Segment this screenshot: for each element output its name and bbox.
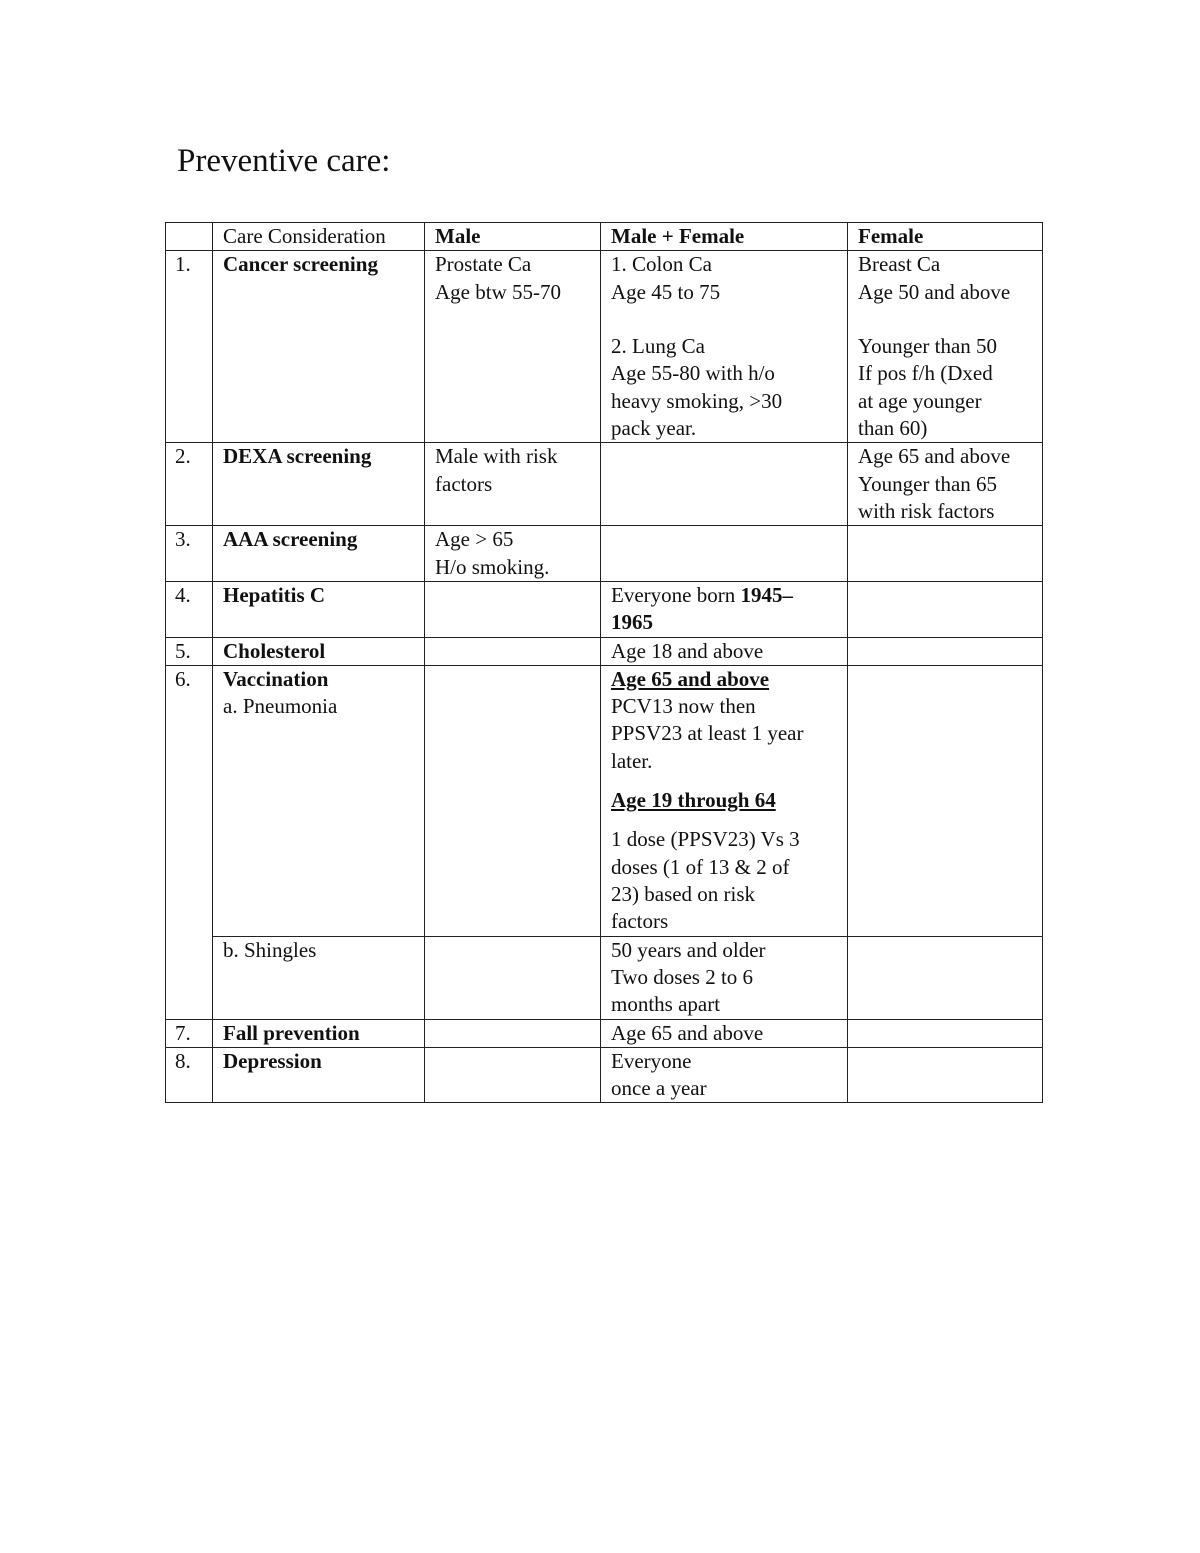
row-number: 6. [166, 665, 213, 1019]
cell-line: Male with risk [435, 444, 558, 469]
male-cell [425, 526, 601, 582]
male-female-cell [601, 443, 848, 526]
care-consideration-cell: Depression [213, 1047, 425, 1103]
cell-text-bold: 1945– [740, 582, 793, 607]
care-consideration-cell: Fall prevention [213, 1019, 425, 1047]
cell-line: Age > 65 [435, 527, 514, 552]
male-female-cell [601, 665, 848, 936]
cell-line: Younger than 65 [858, 471, 998, 496]
cell-line: PCV13 now then [611, 694, 756, 719]
male-female-cell: Age 18 and above [601, 637, 848, 665]
cell-line: factors [435, 471, 493, 496]
header-male-female: Male + Female [601, 223, 848, 251]
cell-heading: Age 65 and above [611, 666, 770, 691]
table-row-vaccination-pneumonia [166, 665, 1043, 936]
cell-line: later. [611, 748, 653, 773]
cell-line: Age 50 and above [858, 279, 1011, 304]
female-cell [848, 581, 1043, 637]
row-number: 8. [166, 1047, 213, 1103]
male-female-cell [601, 251, 848, 443]
female-cell [848, 665, 1043, 936]
male-female-cell: Age 65 and above [601, 1019, 848, 1047]
cell-line: Breast Ca [858, 252, 941, 277]
male-female-cell [601, 936, 848, 1019]
cell-line: If pos f/h (Dxed [858, 361, 993, 386]
cell-line: Younger than 50 [858, 334, 998, 359]
cell-line: 1. Colon Ca [611, 252, 712, 277]
row-number: 7. [166, 1019, 213, 1047]
row-number: 3. [166, 526, 213, 582]
female-cell [848, 936, 1043, 1019]
cell-line: 1 dose (PPSV23) Vs 3 [611, 827, 800, 852]
row-number: 4. [166, 581, 213, 637]
male-cell [425, 581, 601, 637]
row-number: 2. [166, 443, 213, 526]
cell-line: 1965 [611, 610, 653, 635]
header-male: Male [425, 223, 601, 251]
header-female: Female [848, 223, 1043, 251]
care-consideration-cell: b. Shingles [213, 936, 425, 1019]
cell-line: months apart [611, 992, 721, 1017]
cell-line: Two doses 2 to 6 [611, 964, 754, 989]
male-cell [425, 665, 601, 936]
table-row-hepatitis-c [166, 581, 1043, 637]
female-cell [848, 251, 1043, 443]
table-row-depression [166, 1047, 1043, 1103]
cell-line: heavy smoking, >30 [611, 388, 783, 413]
cell-line: factors [611, 909, 669, 934]
header-num [166, 223, 213, 251]
row-number: 5. [166, 637, 213, 665]
preventive-care-table [165, 222, 1043, 1103]
cell-line: Age 55-80 with h/o [611, 361, 775, 386]
cell-line: Vaccination [223, 666, 329, 691]
row-number: 1. [166, 251, 213, 443]
care-consideration-cell: DEXA screening [213, 443, 425, 526]
cell-line: 23) based on risk [611, 881, 756, 906]
female-cell [848, 637, 1043, 665]
cell-text: Everyone born [611, 582, 741, 607]
male-female-cell [601, 526, 848, 582]
male-cell [425, 443, 601, 526]
cell-line: Age 65 and above [858, 444, 1011, 469]
cell-heading: Age 19 through 64 [611, 788, 776, 813]
cell-line: with risk factors [858, 498, 995, 523]
cell-line [611, 582, 847, 609]
table-header-row [166, 223, 1043, 251]
male-cell [425, 936, 601, 1019]
table-row-cancer-screening [166, 251, 1043, 443]
table-row-cholesterol [166, 637, 1043, 665]
female-cell [848, 1047, 1043, 1103]
header-care-consideration: Care Consideration [213, 223, 425, 251]
cell-line: Everyone [611, 1048, 692, 1073]
female-cell [848, 526, 1043, 582]
cell-line: at age younger [858, 388, 982, 413]
cell-line: Age 45 to 75 [611, 279, 721, 304]
table-row-aaa-screening [166, 526, 1043, 582]
care-consideration-cell: Cancer screening [213, 251, 425, 443]
cell-line: H/o smoking. [435, 554, 550, 579]
cell-line: once a year [611, 1076, 707, 1101]
cell-line: 2. Lung Ca [611, 334, 705, 359]
table-row-vaccination-shingles [166, 936, 1043, 1019]
page-title: Preventive care: [177, 143, 391, 179]
male-female-cell [601, 1047, 848, 1103]
table-row-dexa-screening [166, 443, 1043, 526]
cell-line: a. Pneumonia [223, 694, 338, 719]
cell-line: doses (1 of 13 & 2 of [611, 854, 790, 879]
female-cell [848, 1019, 1043, 1047]
cell-line: than 60) [858, 416, 928, 441]
male-cell [425, 1019, 601, 1047]
cell-line: 50 years and older [611, 937, 766, 962]
female-cell [848, 443, 1043, 526]
table-row-fall-prevention [166, 1019, 1043, 1047]
male-cell [425, 1047, 601, 1103]
male-female-cell [601, 581, 848, 637]
care-consideration-cell: Cholesterol [213, 637, 425, 665]
male-cell [425, 637, 601, 665]
cell-line: Age btw 55-70 [435, 279, 561, 304]
cell-line: PPSV23 at least 1 year [611, 721, 804, 746]
cell-line: Prostate Ca [435, 252, 532, 277]
care-consideration-cell: Hepatitis C [213, 581, 425, 637]
male-cell [425, 251, 601, 443]
cell-line: pack year. [611, 416, 697, 441]
care-consideration-cell: AAA screening [213, 526, 425, 582]
care-consideration-cell [213, 665, 425, 936]
